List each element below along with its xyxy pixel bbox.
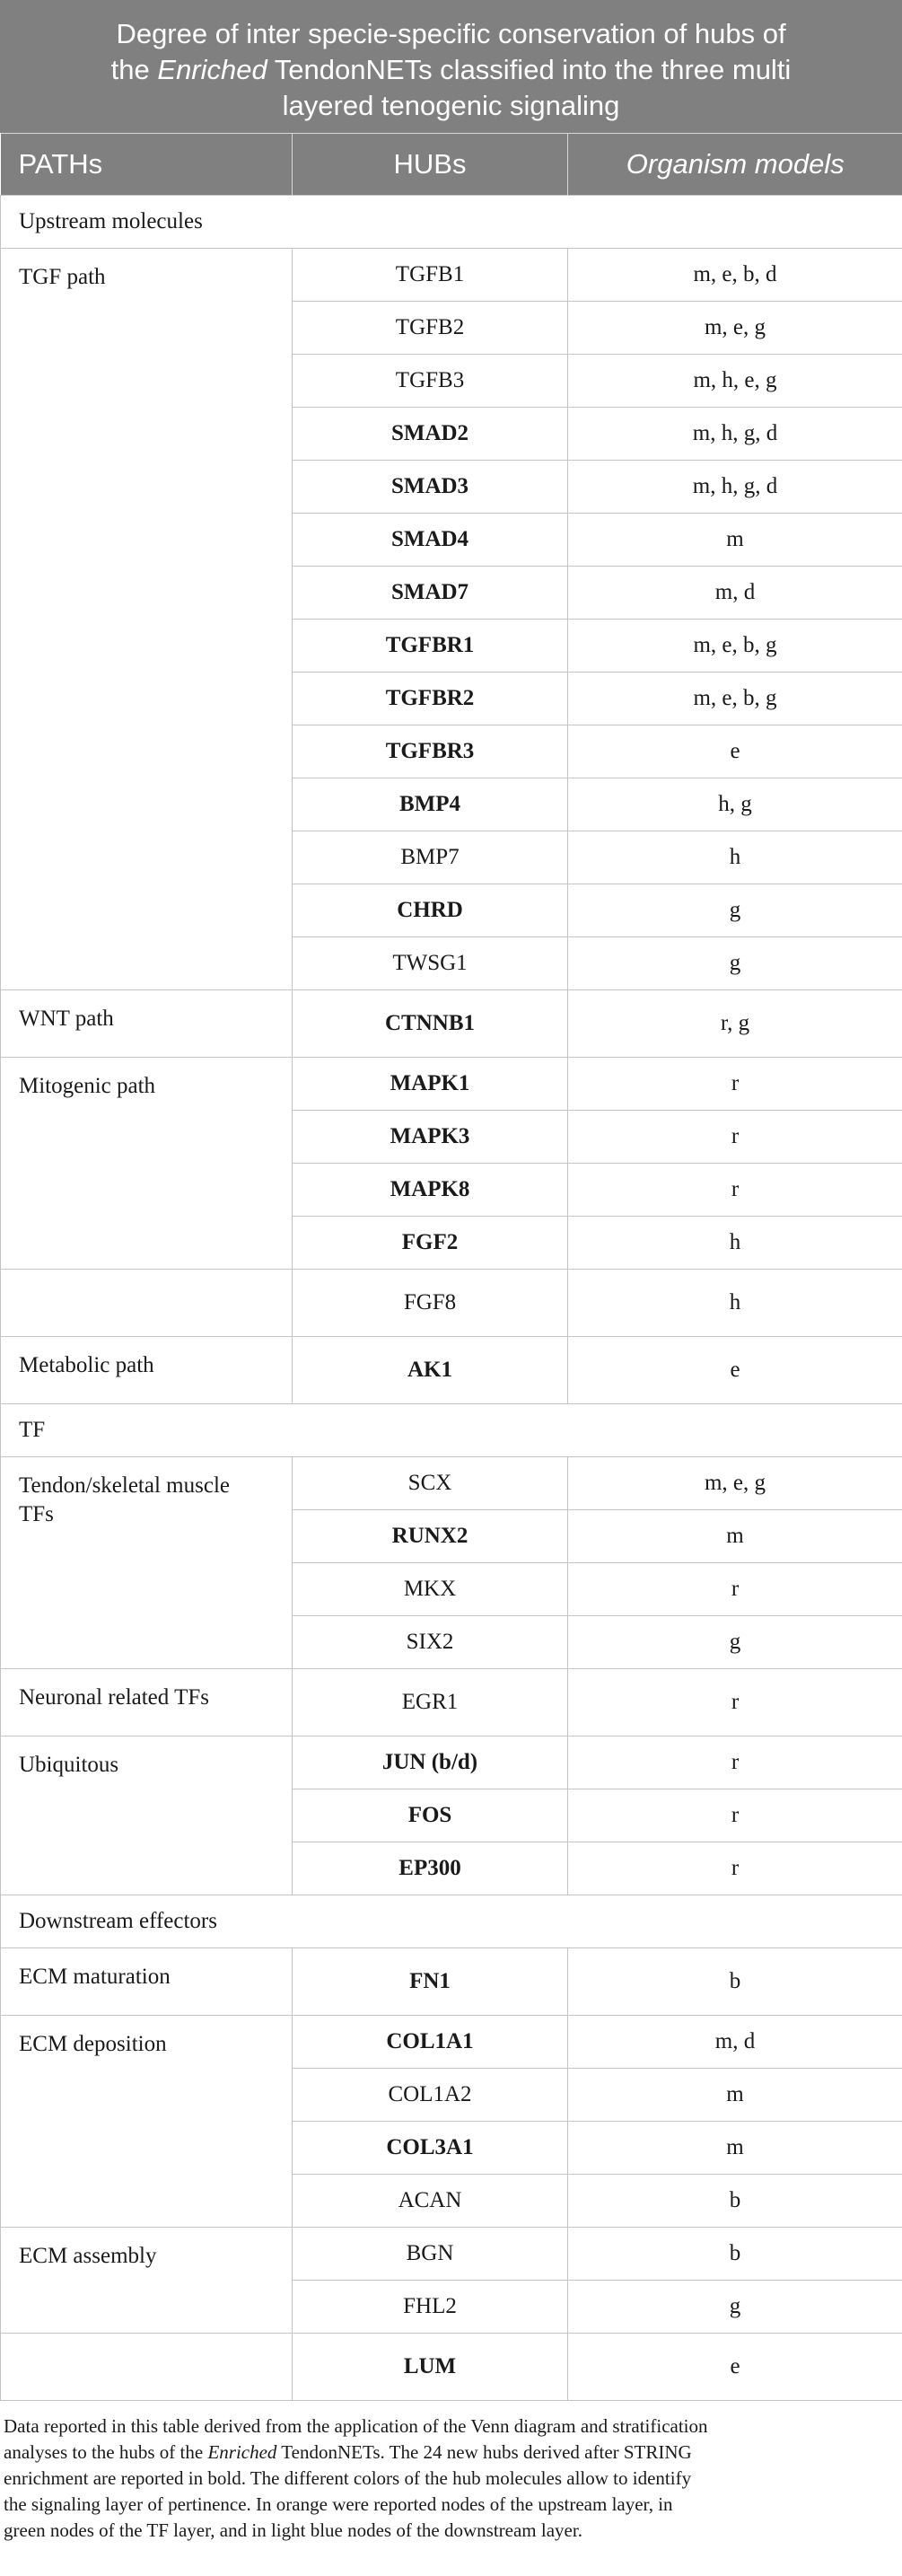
hubs-table xyxy=(0,133,902,2401)
title-emphasis: Enriched xyxy=(157,54,267,85)
models-cell: e xyxy=(568,1337,902,1404)
models-cell: r xyxy=(568,1736,902,1789)
title-line: the Enriched TendonNETs classified into the three multi xyxy=(110,54,792,85)
hub-cell: BGN xyxy=(293,2228,568,2281)
header-row xyxy=(1,134,902,196)
table-row xyxy=(1,2228,902,2281)
table-row xyxy=(1,1669,902,1736)
table-row xyxy=(1,1270,902,1337)
table-footnote xyxy=(0,2401,902,2544)
group-empty xyxy=(1,2334,293,2401)
group-ecm-maturation: ECM maturation xyxy=(1,1948,293,2016)
hub-cell: FGF8 xyxy=(293,1270,568,1337)
models-cell: m, e, b, d xyxy=(568,249,902,302)
hub-cell: TGFBR3 xyxy=(293,725,568,778)
group-neuronal: Neuronal related TFs xyxy=(1,1669,293,1736)
hub-cell: TGFB3 xyxy=(293,355,568,408)
models-cell: h xyxy=(568,831,902,884)
hub-cell: SMAD4 xyxy=(293,514,568,567)
table-row xyxy=(1,249,902,302)
hub-cell: LUM xyxy=(293,2334,568,2401)
header-paths: PATHs xyxy=(1,134,293,196)
models-cell: e xyxy=(568,2334,902,2401)
table-row xyxy=(1,1457,902,1510)
hub-cell: TGFBR1 xyxy=(293,620,568,673)
hub-cell: RUNX2 xyxy=(293,1510,568,1563)
models-cell: m, e, g xyxy=(568,1457,902,1510)
models-cell: e xyxy=(568,725,902,778)
table-row xyxy=(1,2016,902,2069)
models-cell: m, h, g, d xyxy=(568,461,902,514)
header-hubs: HUBs xyxy=(293,134,568,196)
hub-cell: MAPK1 xyxy=(293,1058,568,1111)
models-cell: m, e, b, g xyxy=(568,620,902,673)
footnote-emphasis: Enriched xyxy=(207,2441,277,2463)
group-ecm-assembly: ECM assembly xyxy=(1,2228,293,2334)
models-cell: m xyxy=(568,2069,902,2122)
models-cell: g xyxy=(568,2281,902,2334)
header-models: Organism models xyxy=(568,134,902,196)
models-cell: h, g xyxy=(568,778,902,831)
hub-cell: EP300 xyxy=(293,1842,568,1895)
hub-cell: COL1A2 xyxy=(293,2069,568,2122)
models-cell: h xyxy=(568,1270,902,1337)
group-ubiquitous: Ubiquitous xyxy=(1,1736,293,1895)
models-cell: b xyxy=(568,2228,902,2281)
group-wnt: WNT path xyxy=(1,990,293,1058)
hub-cell: JUN (b/d) xyxy=(293,1736,568,1789)
hub-cell: TGFB2 xyxy=(293,302,568,355)
group-metabolic: Metabolic path xyxy=(1,1337,293,1404)
group-tgf: TGF path xyxy=(1,249,293,990)
hub-cell: TWSG1 xyxy=(293,937,568,990)
models-cell: m, e, g xyxy=(568,302,902,355)
hub-cell: COL3A1 xyxy=(293,2122,568,2175)
models-cell: m, h, e, g xyxy=(568,355,902,408)
models-cell: r xyxy=(568,1789,902,1842)
footnote-line: analyses to the hubs of the Enriched TendonNETs. The 24 new hubs derived after STRING xyxy=(4,2441,692,2463)
models-cell: b xyxy=(568,2175,902,2228)
hub-cell: TGFB1 xyxy=(293,249,568,302)
footnote-line: the signaling layer of pertinence. In orange were reported nodes of the upstream layer, in xyxy=(4,2493,673,2515)
models-cell: r xyxy=(568,1058,902,1111)
hub-cell: FN1 xyxy=(293,1948,568,2016)
models-cell: b xyxy=(568,1948,902,2016)
models-cell: m, d xyxy=(568,567,902,620)
models-cell: m, e, b, g xyxy=(568,673,902,725)
group-empty xyxy=(1,1270,293,1337)
hub-cell: CHRD xyxy=(293,884,568,937)
table-title xyxy=(0,0,902,133)
hub-cell: BMP7 xyxy=(293,831,568,884)
group-mitogenic: Mitogenic path xyxy=(1,1058,293,1270)
models-cell: g xyxy=(568,884,902,937)
models-cell: h xyxy=(568,1217,902,1270)
section-upstream: Upstream molecules xyxy=(1,196,902,249)
hub-cell: SIX2 xyxy=(293,1616,568,1669)
models-cell: m, h, g, d xyxy=(568,408,902,461)
title-line: layered tenogenic signaling xyxy=(282,90,620,121)
hub-cell: SMAD2 xyxy=(293,408,568,461)
hub-cell: AK1 xyxy=(293,1337,568,1404)
footnote-line: enrichment are reported in bold. The different colors of the hub molecules allow to identify xyxy=(4,2467,692,2489)
hub-cell: SMAD3 xyxy=(293,461,568,514)
hub-cell: SMAD7 xyxy=(293,567,568,620)
models-cell: r, g xyxy=(568,990,902,1058)
hub-cell: ACAN xyxy=(293,2175,568,2228)
title-line: Degree of inter specie-specific conservation of hubs of xyxy=(116,18,786,49)
models-cell: r xyxy=(568,1563,902,1616)
models-cell: m xyxy=(568,1510,902,1563)
hub-cell: COL1A1 xyxy=(293,2016,568,2069)
table-row xyxy=(1,1948,902,2016)
hub-cell: CTNNB1 xyxy=(293,990,568,1058)
table-row xyxy=(1,1736,902,1789)
models-cell: m xyxy=(568,514,902,567)
models-cell: g xyxy=(568,1616,902,1669)
models-cell: r xyxy=(568,1111,902,1164)
hub-cell: MAPK3 xyxy=(293,1111,568,1164)
hub-cell: TGFBR2 xyxy=(293,673,568,725)
table-row xyxy=(1,1058,902,1111)
hub-cell: FOS xyxy=(293,1789,568,1842)
hub-cell: MKX xyxy=(293,1563,568,1616)
hub-cell: MAPK8 xyxy=(293,1164,568,1217)
models-cell: r xyxy=(568,1669,902,1736)
models-cell: m, d xyxy=(568,2016,902,2069)
models-cell: r xyxy=(568,1164,902,1217)
models-cell: r xyxy=(568,1842,902,1895)
models-cell: m xyxy=(568,2122,902,2175)
section-downstream: Downstream effectors xyxy=(1,1895,902,1948)
models-cell: g xyxy=(568,937,902,990)
hub-cell: BMP4 xyxy=(293,778,568,831)
table-row xyxy=(1,2334,902,2401)
hub-cell: FHL2 xyxy=(293,2281,568,2334)
table-row xyxy=(1,990,902,1058)
hub-cell: SCX xyxy=(293,1457,568,1510)
hub-cell: EGR1 xyxy=(293,1669,568,1736)
hub-cell: FGF2 xyxy=(293,1217,568,1270)
table-row xyxy=(1,1337,902,1404)
group-tendon: Tendon/skeletal muscle TFs xyxy=(1,1457,293,1669)
section-tf: TF xyxy=(1,1404,902,1457)
footnote-line: green nodes of the TF layer, and in light blue nodes of the downstream layer. xyxy=(4,2519,582,2541)
group-ecm-deposition: ECM deposition xyxy=(1,2016,293,2228)
footnote-line: Data reported in this table derived from the application of the Venn diagram and stratification xyxy=(4,2415,708,2437)
